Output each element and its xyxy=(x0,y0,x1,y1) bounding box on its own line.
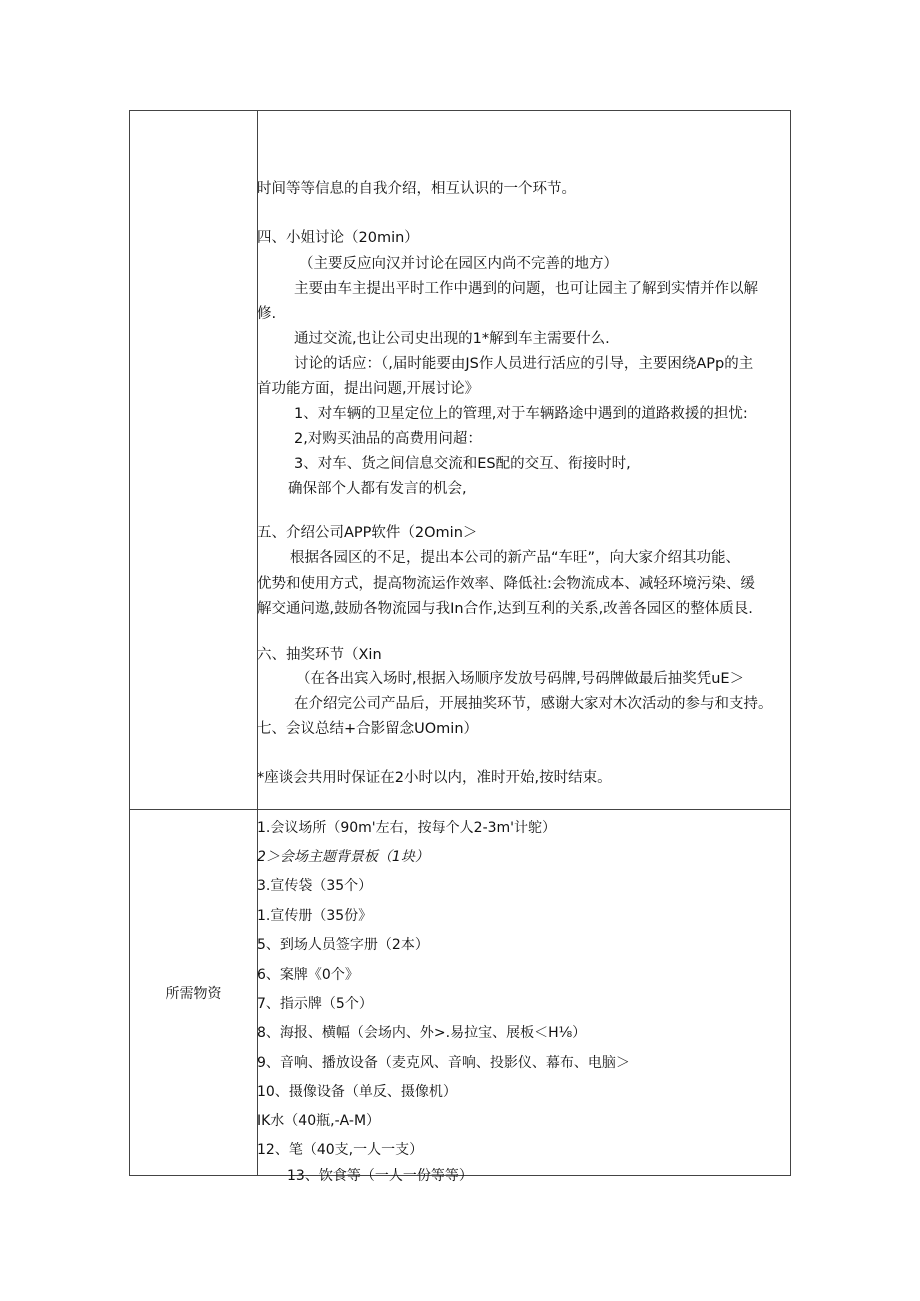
material-item: 12、笔（40支,一人一支） xyxy=(257,1142,424,1158)
section4-item3: 3、对车、货之间信息交流和ES配的交互、衔接时时, xyxy=(294,456,631,472)
material-item: 10、摄像设备（单反、摄像机） xyxy=(257,1084,457,1100)
section7-title: 七、会议总结+合影留念UOmin） xyxy=(257,721,479,737)
material-item: 3.宣传袋（35个） xyxy=(257,878,373,894)
section5-paragraph-line3: 解交通问遨,鼓励各物流园与我In合作,达到互利的关系,改善各园区的整体质艮. xyxy=(257,601,753,617)
section6-title: 六、抽奖环节（Xin xyxy=(257,647,382,663)
section5-paragraph-line1: 根据各园区的不足，提出本公司的新产品“车旺”，向大家介绍其功能、 xyxy=(290,550,741,566)
material-item: 2＞会场主题背景板（1块） xyxy=(257,849,429,865)
section4-note: （主要反应向汉并讨论在园区内尚不完善的地方） xyxy=(299,256,618,272)
section6-note: （在各出宾入场时,根据入场顺序发放号码牌,号码牌做最后抽奖凭uE＞ xyxy=(296,671,745,687)
material-item: 8、海报、横幅（会场内、外>.易拉宝、展板＜H⅛） xyxy=(257,1025,587,1041)
section6-paragraph: 在介绍完公司产品后，开展抽奖环节，感谢大家对木次活动的参与和支持。 xyxy=(294,696,773,712)
materials-label-cell xyxy=(130,809,257,1176)
material-item: 7、指示牌（5个） xyxy=(257,996,373,1012)
section4-title: 四、小姐讨论（20min） xyxy=(257,230,419,246)
section4-item1: 1、对车辆的卫星定位上的管理,对于车辆路途中遇到的道路救援的担忧: xyxy=(294,406,748,422)
intro-tail: 时间等等信息的自我介绍，相互认识的一个环节。 xyxy=(257,181,576,197)
material-item: 9、音响、播放设备（麦克风、音响、投影仪、幕布、电脑＞ xyxy=(257,1055,630,1071)
section4-paragraph2: 通过交流,也让公司史出现的1*解到车主需要什么. xyxy=(294,331,610,347)
section5-paragraph-line2: 优势和使用方式，提高物流运作效率、降低社:会物流成本、减轻环境污染、缓 xyxy=(257,576,755,592)
section4-paragraph3-line1: 讨论的话应：（,届时能要由JS作人员进行活应的引导，主要困绕APp的主 xyxy=(294,356,754,372)
material-item: 1.宣传册（35份》 xyxy=(257,908,373,924)
material-item: 1.会议场所（90m'左右，按每个人2-3m'计鸵） xyxy=(257,820,557,836)
material-item-clipped-text: 13、饮食等（一人一份等等） xyxy=(287,1168,473,1184)
material-item: 6、案牌《0个》 xyxy=(257,967,359,983)
material-item: 5、到场人员签字册（2本） xyxy=(257,937,429,953)
section4-paragraph4: 确保部个人都有发言的机会, xyxy=(288,481,467,497)
material-item: IK水（40瓶,-A-M） xyxy=(257,1113,381,1129)
section4-paragraph1-line1: 主要由车主提出平时工作中遇到的问题，也可让园主了解到实情并作以解 xyxy=(294,281,758,297)
material-item-clipped xyxy=(257,1166,789,1184)
section4-paragraph1-line2: 修. xyxy=(257,306,277,322)
column-divider xyxy=(257,111,258,1175)
materials-label: 所需物资 xyxy=(165,985,222,1002)
footnote: *座谈会共用时保证在2小时以内，准时开始,按时结束。 xyxy=(257,770,612,786)
section4-paragraph3-line2: 首功能方面，提出问题,开展讨论》 xyxy=(257,381,480,397)
section4-item2: 2,对购买油品的高费用问超： xyxy=(294,431,482,447)
section5-title: 五、介绍公司APP软件（2Omin＞ xyxy=(257,525,478,541)
